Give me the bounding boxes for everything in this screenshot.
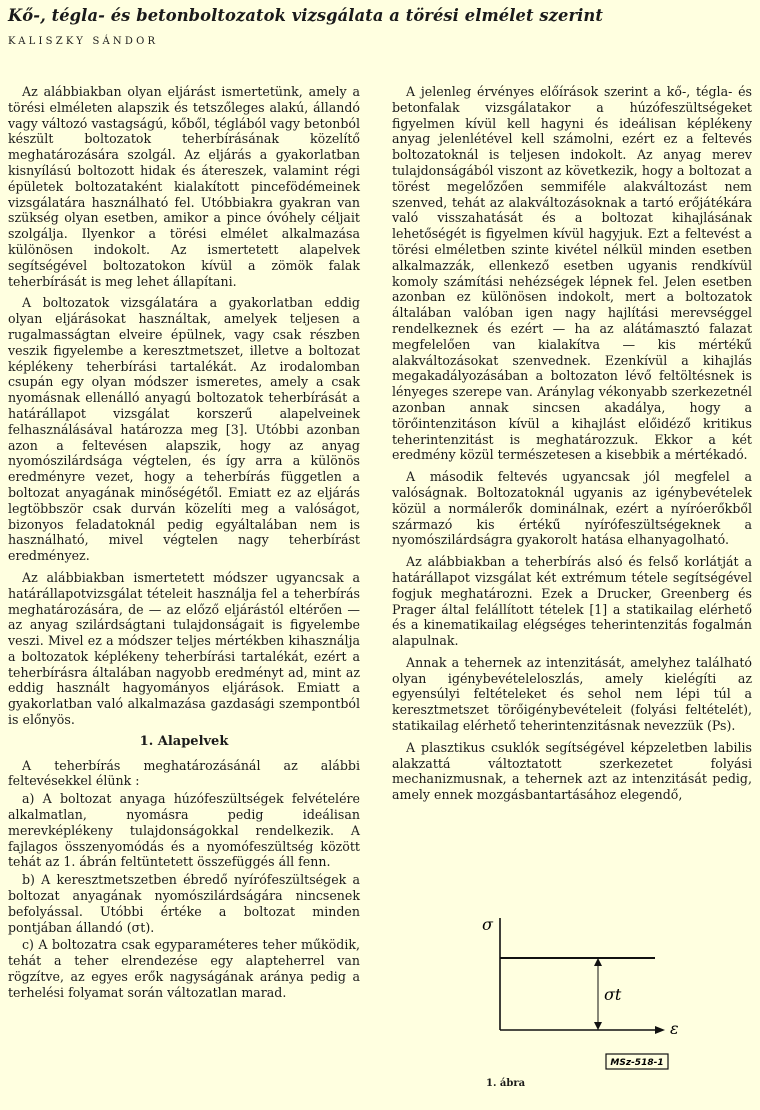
dimension-arrow-top xyxy=(594,958,602,966)
assumptions-intro: A teherbírás meghatározásánál az alábbi feltevésekkel élünk : xyxy=(8,757,360,789)
bounds-paragraph: Az alábbiakban a teherbírás alsó és felső korlátját a határállapot vizsgálat két extrémum tétele segítségével fogjuk meghatározni. Ezek a Drucker, Greenberg és Prager által felállított tételek [1] a statikailag elérhető és a kinematikailag elégséges teherintenzitás fogalmán alapulnak. xyxy=(392,554,752,649)
left-column xyxy=(8,84,360,1003)
yield-stress-label: σt xyxy=(604,985,622,1004)
static-intensity-paragraph: Annak a tehernek az intenzitását, amelyhez található olyan igénybevételeloszlás, amely kielégíti az egyensúlyi feltételeket és sehol nem lépi túl a keresztmetszet törőigénybevételeit (folyási feltételét), statikailag elérhető teherintenzitásnak nevezzük (Ps). xyxy=(392,654,752,734)
y-axis-label: σ xyxy=(482,915,493,934)
mechanism-paragraph: A plasztikus csuklók segítségével képzeletben labilis alakzattá változtatott szerkezetet folyási mechanizmusnak, a tehernek azt az intenzitását pedig, amely ennek mozgásbantartásához elegendő, xyxy=(392,739,752,803)
dimension-arrow-bottom xyxy=(594,1022,602,1030)
assumption-b: b) A keresztmetszetben ébredő nyírófeszültségek a boltozat anyagának nyomószilárdságára nincsenek befolyással. Utóbbi értéke a boltozat minden pontjában állandó (σt). xyxy=(8,872,360,935)
assumption-a: a) A boltozat anyaga húzófeszültségek felvételére alkalmatlan, nyomásra pedig ideálisan merevképlékeny tulajdonságokkal rendelkezik. A fajlagos összenyomódás és a nyomófeszültség között tehát az 1. ábrán feltüntetett összefüggés áll fenn. xyxy=(8,791,360,870)
methods-paragraph: A boltozatok vizsgálatára a gyakorlatban eddig olyan eljárásokat használtak, amelyek teljesen a rugalmasságtan elveire épülnek, vagy csak részben veszik figyelembe a keresztmetszet, illetve a boltozat képlékeny teherbírási tartalékát. Az irodalomban csupán egy olyan módszer ismeretes, amely a csak nyomásnak ellenálló anyagú boltozatok teherbírását a határállapot vizsgálat korszerű alapelveinek felhasználásával határozza meg [3]. Utóbbi azonban azon a feltevésen alapszik, hogy az anyag nyomószilárdsága végtelen, és így arra a különös eredményre vezet, hogy a teherbírás független a boltozat anyagának minőségétől. Emiatt ez az eljárás legtöbbször csak durván közelíti meg a valóságot, bizonyos feladatoknál pedig egyáltalában nem is használható, mivel végtelen nagy teherbírást eredményez. xyxy=(8,295,360,564)
stress-strain-diagram xyxy=(470,900,720,1100)
section-heading: 1. Alapelvek xyxy=(139,733,229,749)
figure-caption: 1. ábra xyxy=(486,1078,526,1089)
author-name: KALISZKY SÁNDOR xyxy=(8,36,159,47)
proposed-method-paragraph: Az alábbiakban ismertetett módszer ugyancsak a határállapotvizsgálat tételeit használja fel a teherbírás meghatározására, de — az előző eljárástól eltérően — az anyag szilárdságtani tulajdonságait is figyelembe veszi. Mivel ez a módszer teljes mértékben kihasználja a boltozatok képlékeny teherbírási tartalékát, ezért a teherbírásra általában nagyobb eredményt ad, mint az eddig használt hagyományos eljárások. Emiatt a gyakorlatban való alkalmazása gazdasági szempontból is előnyös. xyxy=(8,569,360,728)
figure-stamp: MSz-518-1 xyxy=(610,1058,664,1068)
second-assumption-paragraph: A második feltevés ugyancsak jól megfelel a valóságnak. Boltozatoknál ugyanis az igénybevételek közül a normálerők dominálnak, ezért a nyíróerőkből származó kis értékű nyírófeszültségeknek a nyomószilárdságra gyakorolt hatása elhanyagolható. xyxy=(392,469,752,548)
x-axis-label: ε xyxy=(670,1019,679,1038)
x-axis-arrow xyxy=(655,1026,665,1034)
assumption-c: c) A boltozatra csak egyparaméteres teher működik, tehát a teher elrendezése egy alapteherrel van rögzítve, az egyes erők nagyságának aránya pedig a terhelési folyamat során változatlan marad. xyxy=(8,937,360,1000)
intro-paragraph: Az alábbiakban olyan eljárást ismertetünk, amely a törési elméleten alapszik és tetszőleges alakú, állandó vagy változó vastagságú, kőből, téglából vagy betonból készült boltozatok teherbírásának közelítő meghatározására szolgál. Az eljárás a gyakorlatban kisnyílású boltozott hidak és átereszek, valamint régi épületek boltozataként kialakított pincefödémeinek vizsgálatára használható fel. Utóbbiakra gyakran van szükség olyan esetben, amikor a pince óvóhely céljait szolgálja. Ilyenkor a törési elmélet alkalmazása különösen indokolt. Az ismertetett alapelvek segítségével boltozatokon kívül a zömök falak teherbírását is meg lehet állapítani. xyxy=(8,84,360,289)
right-column xyxy=(392,84,752,809)
figure-1 xyxy=(470,900,720,1100)
article-title: Kő-, tégla- és betonboltozatok vizsgálata a törési elmélet szerint xyxy=(8,6,603,25)
regulations-paragraph: A jelenleg érvényes előírások szerint a kő-, tégla- és betonfalak vizsgálatakor a húzófeszültségeket figyelmen kívül kell hagyni és ideálisan képlékeny anyag jelenlétével kell számolni, ezért ez a feltevés boltozatoknál is teljesen indokolt. Az anyag merev tulajdonságából viszont az következik, hogy a boltozat a törést megelőzően semmiféle alakváltozást nem szenved, tehát az alakváltozásoknak a tartó erőjátékára való visszahatását és a boltozat kihajlásának lehetőségét is figyelmen kívül hagyjuk. Ezt a feltevést a törési elméletben szinte kivétel nélkül minden esetben alkalmazzák, ellenkező esetben ugyanis rendkívül komoly számítási nehézségek lépnek fel. Jelen esetben azonban ez különösen indokolt, mert a boltozatok általában valóban igen nagy hajlítási merevséggel rendelkeznek és ezért — ha az alátámasztó falazat megfelelően van kialakítva — kis mértékű alakváltozásokat szenvednek. Ezenkívül a kihajlás megakadályozásában a boltozaton lévő feltöltésnek is lényeges szerepe van. Aránylag vékonyabb szerkezetnél azonban annak sincsen akadálya, hogy a törőintenzitáson kívül a kihajlást előidéző kritikus teherintenzitást is meghatározzuk. Ekkor a két eredmény közül természetesen a kisebbik a mértékadó. xyxy=(392,84,752,463)
